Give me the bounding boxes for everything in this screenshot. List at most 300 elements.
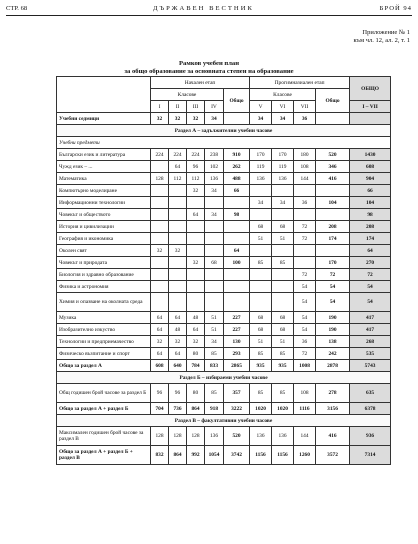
value-cell: 85 — [205, 348, 224, 360]
value-cell — [294, 209, 316, 221]
value-cell — [272, 209, 294, 221]
value-cell: 54 — [294, 281, 316, 293]
value-cell: 72 — [350, 269, 391, 281]
value-cell: 32 — [187, 113, 205, 125]
col-header: I — [151, 101, 169, 113]
max-v-row — [57, 427, 391, 446]
value-cell: 278 — [316, 384, 350, 403]
value-cell — [316, 185, 350, 197]
value-cell: 138 — [316, 336, 350, 348]
value-cell — [169, 257, 187, 269]
value-cell — [250, 293, 272, 312]
appendix-label: Приложение № 1 — [362, 29, 410, 36]
value-cell: 704 — [151, 403, 169, 415]
value-cell — [272, 185, 294, 197]
value-cell: 64 — [187, 209, 205, 221]
value-cell: 32 — [151, 245, 169, 257]
value-cell — [169, 269, 187, 281]
value-cell: 2865 — [224, 360, 250, 372]
row-label: Химия и опазване на околната среда — [57, 293, 151, 312]
value-cell — [205, 233, 224, 245]
value-cell: 32 — [169, 113, 187, 125]
value-cell: 357 — [224, 384, 250, 403]
subject-row — [57, 185, 391, 197]
value-cell: 34 — [205, 209, 224, 221]
total-b-row — [57, 384, 391, 403]
value-cell — [187, 281, 205, 293]
value-cell: 34 — [205, 336, 224, 348]
value-cell: 5743 — [350, 360, 391, 372]
stage-header-row — [57, 77, 391, 89]
row-label: Чужд език – ... — [57, 161, 151, 173]
value-cell — [169, 281, 187, 293]
value-cell — [272, 293, 294, 312]
value-cell: 136 — [205, 173, 224, 185]
value-cell: 51 — [205, 324, 224, 336]
value-cell: 936 — [350, 427, 391, 446]
stage2-header: Прогимназиален етап — [250, 77, 350, 89]
value-cell — [187, 293, 205, 312]
value-cell: 910 — [224, 149, 250, 161]
value-cell: 85 — [205, 384, 224, 403]
total-abv-row — [57, 446, 391, 465]
col-header: III — [187, 101, 205, 113]
value-cell: 736 — [169, 403, 187, 415]
value-cell: 54 — [294, 312, 316, 324]
value-cell: 270 — [350, 257, 391, 269]
value-cell: 72 — [316, 269, 350, 281]
value-cell: 80 — [187, 348, 205, 360]
value-cell: 3742 — [224, 446, 250, 465]
value-cell — [151, 233, 169, 245]
value-cell: 136 — [272, 427, 294, 446]
value-cell: 1430 — [350, 149, 391, 161]
subject-row — [57, 245, 391, 257]
subject-row — [57, 257, 391, 269]
value-cell: 54 — [294, 293, 316, 312]
value-cell: 227 — [224, 312, 250, 324]
value-cell: 170 — [250, 149, 272, 161]
row-label: Човекът и обществото — [57, 209, 151, 221]
row-label: Български език и литература — [57, 149, 151, 161]
appendix-note — [353, 29, 410, 45]
value-cell: 935 — [250, 360, 272, 372]
value-cell: 224 — [151, 149, 169, 161]
value-cell: 1156 — [272, 446, 294, 465]
value-cell: 34 — [250, 197, 272, 209]
value-cell: 128 — [151, 427, 169, 446]
subject-row — [57, 173, 391, 185]
value-cell: 48 — [187, 312, 205, 324]
subjects-label: Учебни предмети — [57, 137, 391, 149]
section-a-header — [57, 125, 391, 137]
classes-label-2: Класове — [250, 89, 316, 101]
value-cell: 170 — [316, 257, 350, 269]
value-cell: 100 — [224, 257, 250, 269]
value-cell: 32 — [169, 336, 187, 348]
col-header: IV — [205, 101, 224, 113]
value-cell: 36 — [294, 197, 316, 209]
value-cell: 68 — [272, 221, 294, 233]
value-cell: 208 — [350, 221, 391, 233]
value-cell — [151, 257, 169, 269]
value-cell: 119 — [272, 161, 294, 173]
value-cell: 36 — [294, 336, 316, 348]
row-label: Биология и здравно образование — [57, 269, 151, 281]
row-label: Околен свят — [57, 245, 151, 257]
section-title: Раздел Б – избираеми учебни часове — [57, 372, 391, 384]
value-cell — [272, 245, 294, 257]
value-cell: 32 — [187, 336, 205, 348]
value-cell: 417 — [350, 324, 391, 336]
value-cell: 34 — [205, 185, 224, 197]
value-cell: 416 — [316, 427, 350, 446]
value-cell: 68 — [250, 324, 272, 336]
value-cell: 32 — [187, 185, 205, 197]
value-cell — [250, 209, 272, 221]
value-cell: 72 — [294, 221, 316, 233]
value-cell: 784 — [187, 360, 205, 372]
value-cell — [294, 257, 316, 269]
value-cell — [294, 185, 316, 197]
value-cell — [205, 281, 224, 293]
value-cell — [151, 221, 169, 233]
value-cell: 66 — [224, 185, 250, 197]
value-cell: 992 — [187, 446, 205, 465]
value-cell: 136 — [250, 173, 272, 185]
section-v-header — [57, 415, 391, 427]
value-cell — [205, 269, 224, 281]
value-cell: 520 — [224, 427, 250, 446]
value-cell — [224, 233, 250, 245]
value-cell: 72 — [294, 233, 316, 245]
value-cell — [316, 245, 350, 257]
value-cell: 72 — [294, 269, 316, 281]
general-label-1: Общо — [224, 89, 250, 113]
value-cell: 64 — [151, 348, 169, 360]
subject-row — [57, 233, 391, 245]
col-header: II — [169, 101, 187, 113]
value-cell: 32 — [151, 113, 169, 125]
value-cell: 108 — [294, 161, 316, 173]
subject-row — [57, 161, 391, 173]
row-label: Учебни седмици — [57, 113, 151, 125]
value-cell: 64 — [151, 324, 169, 336]
value-cell: 293 — [224, 348, 250, 360]
col-header: V — [250, 101, 272, 113]
value-cell: 864 — [187, 403, 205, 415]
value-cell: 96 — [151, 384, 169, 403]
issue-number: БРОЙ 94 — [379, 4, 412, 12]
value-cell: 535 — [350, 348, 391, 360]
value-cell — [187, 221, 205, 233]
value-cell: 68 — [250, 312, 272, 324]
subject-row — [57, 312, 391, 324]
value-cell: 98 — [224, 209, 250, 221]
value-cell: 174 — [350, 233, 391, 245]
value-cell: 242 — [316, 348, 350, 360]
value-cell: 1020 — [272, 403, 294, 415]
row-label: Общо за раздел А — [57, 360, 151, 372]
subject-row — [57, 336, 391, 348]
row-label: Физическо възпитание и спорт — [57, 348, 151, 360]
value-cell: 51 — [250, 336, 272, 348]
value-cell: 96 — [187, 161, 205, 173]
value-cell — [294, 245, 316, 257]
title-line-2: за общо образование за основната степен на образование — [124, 68, 294, 75]
row-label: Компютърно моделиране — [57, 185, 151, 197]
value-cell: 635 — [350, 384, 391, 403]
value-cell: 918 — [205, 403, 224, 415]
value-cell — [224, 197, 250, 209]
curriculum-table — [56, 76, 391, 465]
value-cell — [151, 281, 169, 293]
value-cell — [151, 209, 169, 221]
value-cell: 64 — [350, 245, 391, 257]
value-cell: 85 — [250, 384, 272, 403]
header-rule — [6, 15, 412, 16]
value-cell — [224, 281, 250, 293]
general-label-2: Общо — [316, 89, 350, 113]
value-cell — [316, 209, 350, 221]
value-cell — [151, 185, 169, 197]
row-label: География и икономика — [57, 233, 151, 245]
appendix-reference: към чл. 12, ал. 2, т. 1 — [353, 37, 410, 44]
value-cell — [151, 197, 169, 209]
value-cell: 130 — [224, 336, 250, 348]
value-cell: 108 — [294, 384, 316, 403]
value-cell: 136 — [205, 427, 224, 446]
value-cell: 3572 — [316, 446, 350, 465]
value-cell: 1054 — [205, 446, 224, 465]
subject-row — [57, 209, 391, 221]
value-cell: 85 — [250, 348, 272, 360]
value-cell: 416 — [316, 173, 350, 185]
value-cell: 85 — [272, 348, 294, 360]
document-title — [0, 60, 418, 76]
value-cell: 119 — [250, 161, 272, 173]
value-cell: 262 — [224, 161, 250, 173]
value-cell — [151, 293, 169, 312]
row-label: Общо за раздел А + раздел Б + раздел В — [57, 446, 151, 465]
value-cell — [187, 233, 205, 245]
value-cell: 268 — [350, 336, 391, 348]
value-cell: 104 — [316, 197, 350, 209]
value-cell: 64 — [169, 312, 187, 324]
value-cell: 112 — [187, 173, 205, 185]
value-cell: 1260 — [294, 446, 316, 465]
value-cell: 34 — [250, 113, 272, 125]
section-title: Раздел В – факултативни учебни часове — [57, 415, 391, 427]
section-title: Раздел А – задължителни учебни часове — [57, 125, 391, 137]
value-cell — [272, 269, 294, 281]
value-cell: 80 — [187, 384, 205, 403]
value-cell: 208 — [316, 221, 350, 233]
weeks-row — [57, 113, 391, 125]
value-cell: 128 — [187, 427, 205, 446]
stage1-header: Начален етап — [151, 77, 250, 89]
value-cell — [187, 245, 205, 257]
subject-row — [57, 221, 391, 233]
row-label: Физика и астрономия — [57, 281, 151, 293]
value-cell: 3156 — [316, 403, 350, 415]
value-cell: 3222 — [224, 403, 250, 415]
value-cell — [316, 113, 350, 125]
value-cell — [205, 197, 224, 209]
row-label: Човекът и природата — [57, 257, 151, 269]
value-cell: 32 — [187, 257, 205, 269]
value-cell: 608 — [151, 360, 169, 372]
page-number: СТР. 68 — [6, 4, 28, 12]
value-cell: 144 — [294, 173, 316, 185]
value-cell: 64 — [187, 324, 205, 336]
value-cell: 488 — [224, 173, 250, 185]
col-header: VII — [294, 101, 316, 113]
value-cell: 640 — [169, 360, 187, 372]
value-cell: 520 — [316, 149, 350, 161]
value-cell: 224 — [169, 149, 187, 161]
value-cell: 170 — [272, 149, 294, 161]
value-cell: 1020 — [250, 403, 272, 415]
value-cell: 51 — [250, 233, 272, 245]
value-cell: 51 — [272, 336, 294, 348]
value-cell — [205, 245, 224, 257]
value-cell: 174 — [316, 233, 350, 245]
value-cell — [151, 161, 169, 173]
subject-row — [57, 269, 391, 281]
value-cell: 864 — [169, 446, 187, 465]
subjects-label-row — [57, 137, 391, 149]
value-cell: 190 — [316, 324, 350, 336]
value-cell — [169, 185, 187, 197]
value-cell: 96 — [169, 384, 187, 403]
value-cell — [169, 233, 187, 245]
row-label: Максимален годишен брой часове за раздел В — [57, 427, 151, 446]
value-cell: 72 — [294, 348, 316, 360]
col-header: I – VII — [350, 101, 391, 113]
value-cell — [169, 221, 187, 233]
subject-row — [57, 281, 391, 293]
value-cell: 6378 — [350, 403, 391, 415]
value-cell: 32 — [151, 336, 169, 348]
value-cell: 34 — [272, 197, 294, 209]
value-cell: 64 — [169, 348, 187, 360]
value-cell: 935 — [272, 360, 294, 372]
value-cell: 136 — [272, 173, 294, 185]
value-cell: 7314 — [350, 446, 391, 465]
value-cell — [350, 113, 391, 125]
value-cell: 36 — [294, 113, 316, 125]
value-cell: 34 — [205, 113, 224, 125]
value-cell: 1008 — [294, 360, 316, 372]
value-cell: 904 — [350, 173, 391, 185]
total-ab-row — [57, 403, 391, 415]
value-cell: 68 — [272, 312, 294, 324]
classes-label-1: Класове — [151, 89, 224, 101]
value-cell — [224, 269, 250, 281]
subject-row — [57, 197, 391, 209]
value-cell — [169, 197, 187, 209]
row-label: Общ годишен брой часове за раздел Б — [57, 384, 151, 403]
value-cell — [151, 269, 169, 281]
value-cell — [250, 245, 272, 257]
value-cell — [224, 293, 250, 312]
value-cell: 66 — [350, 185, 391, 197]
value-cell: 417 — [350, 312, 391, 324]
value-cell — [224, 221, 250, 233]
value-cell — [250, 281, 272, 293]
value-cell: 190 — [316, 312, 350, 324]
value-cell — [272, 281, 294, 293]
subject-row — [57, 324, 391, 336]
value-cell: 85 — [272, 257, 294, 269]
value-cell: 1116 — [294, 403, 316, 415]
value-cell: 68 — [272, 324, 294, 336]
value-cell: 224 — [187, 149, 205, 161]
value-cell: 104 — [350, 197, 391, 209]
value-cell: 48 — [169, 324, 187, 336]
value-cell — [169, 293, 187, 312]
value-cell: 833 — [205, 360, 224, 372]
subject-row — [57, 149, 391, 161]
publication-title: ДЪРЖАВЕН ВЕСТНИК — [152, 4, 254, 12]
value-cell: 136 — [250, 427, 272, 446]
col-header: VI — [272, 101, 294, 113]
value-cell: 68 — [205, 257, 224, 269]
value-cell: 54 — [294, 324, 316, 336]
value-cell: 98 — [350, 209, 391, 221]
value-cell: 346 — [316, 161, 350, 173]
subject-row — [57, 348, 391, 360]
value-cell: 608 — [350, 161, 391, 173]
value-cell: 51 — [205, 312, 224, 324]
value-cell: 102 — [205, 161, 224, 173]
row-label: Информационни технологии — [57, 197, 151, 209]
value-cell — [205, 221, 224, 233]
value-cell: 85 — [272, 384, 294, 403]
row-label: Общо за раздел А + раздел Б — [57, 403, 151, 415]
value-cell: 51 — [272, 233, 294, 245]
value-cell: 32 — [169, 245, 187, 257]
page-header — [6, 2, 412, 14]
value-cell: 128 — [151, 173, 169, 185]
value-cell — [205, 293, 224, 312]
value-cell: 64 — [169, 161, 187, 173]
value-cell: 64 — [151, 312, 169, 324]
value-cell: 54 — [350, 281, 391, 293]
subject-row — [57, 293, 391, 312]
title-line-1: Рамков учебен план — [179, 60, 239, 67]
value-cell: 2878 — [316, 360, 350, 372]
value-cell — [224, 113, 250, 125]
value-cell: 227 — [224, 324, 250, 336]
value-cell: 54 — [316, 281, 350, 293]
row-label: Математика — [57, 173, 151, 185]
value-cell: 34 — [272, 113, 294, 125]
row-label: Технологии и предприемачество — [57, 336, 151, 348]
total-header: ОБЩО — [350, 77, 391, 101]
corner-cell — [57, 77, 151, 113]
row-label: Изобразително изкуство — [57, 324, 151, 336]
value-cell: 68 — [250, 221, 272, 233]
section-b-header — [57, 372, 391, 384]
value-cell: 54 — [316, 293, 350, 312]
value-cell: 54 — [350, 293, 391, 312]
value-cell: 832 — [151, 446, 169, 465]
value-cell — [187, 269, 205, 281]
value-cell: 64 — [224, 245, 250, 257]
row-label: Музика — [57, 312, 151, 324]
